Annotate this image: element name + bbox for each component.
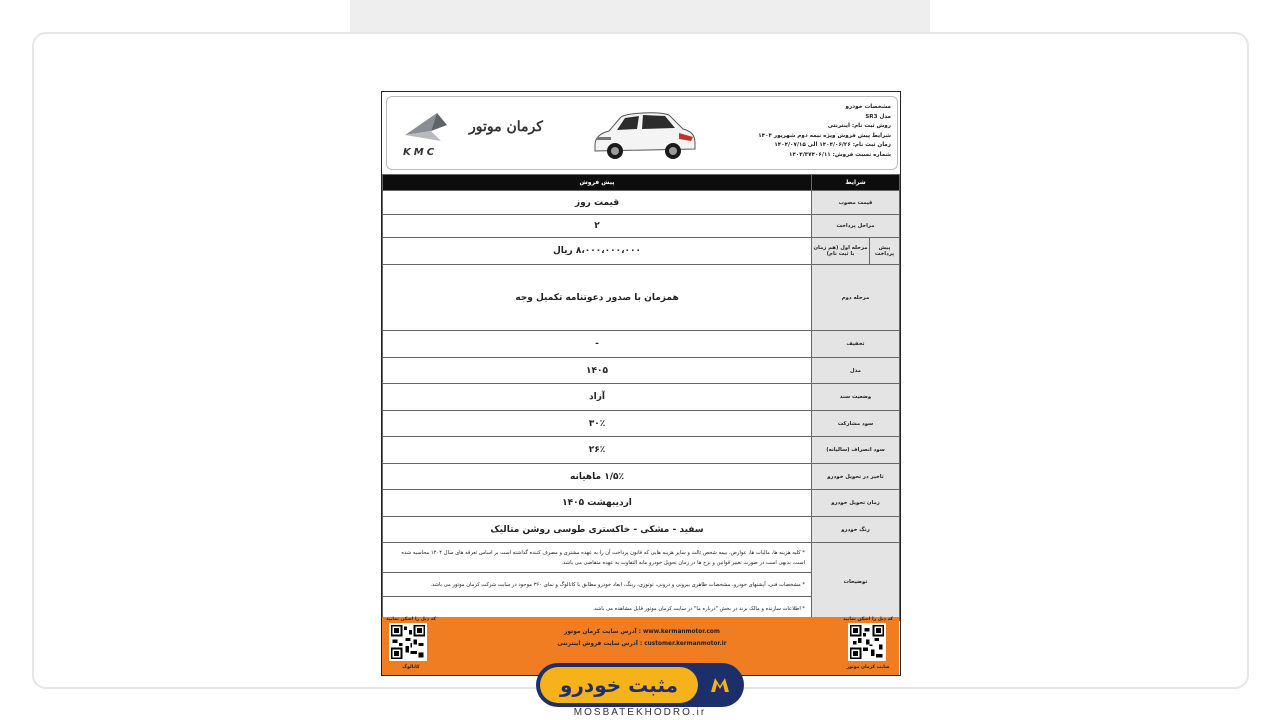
delay-label: تاخیر در تحویل خودرو xyxy=(812,464,900,490)
table-row xyxy=(383,384,900,411)
stages-label: مراحل پرداخت xyxy=(812,215,900,238)
qr-left-caption-bottom: کاتالوگ xyxy=(402,665,420,670)
qr-code-website-icon[interactable] xyxy=(848,623,886,661)
price-label: قیمت مصوب xyxy=(812,191,900,215)
qr-left-caption-top: کد ذیل را اسکن نمایید xyxy=(386,617,436,622)
table-row xyxy=(383,490,900,517)
table-row xyxy=(383,411,900,437)
stages-value: ۲ xyxy=(383,215,812,238)
note-2: * مشخصات فنی، آپشنهای خودرو، مشخصات ظاهری بیرونی و درونی، توتوزی، رینگ، ابعاد خودرو مطابق با کاتالوگ و نمای ۳۶۰ موجود در سایت شرکت کرمان موتور می باشد. xyxy=(383,573,812,597)
specs-reg-time: زمان ثبت نام: ۱۴۰۴/۰۶/۲۶ الی ۱۴۰۴/۰۷/۱۵ xyxy=(774,142,891,149)
watermark-logo xyxy=(536,663,744,707)
price-value: قیمت روز xyxy=(383,191,812,215)
sales-site-link[interactable]: customer.kermanmotor.ir : آدرس سایت فروش اینترنتی xyxy=(557,641,727,647)
svg-text:KMC: KMC xyxy=(403,147,438,157)
specs-conditions: شرایط پیش فروش ویژه نیمه دوم شهریور ۱۴۰۴ xyxy=(758,132,891,139)
discount-label: تخفیف xyxy=(812,331,900,358)
table-row xyxy=(383,358,900,384)
table-row xyxy=(383,543,900,573)
stage1-value: ۸،۰۰۰،۰۰۰،۰۰۰ ریال xyxy=(383,238,812,265)
table-row xyxy=(383,191,900,215)
specs-method: روش ثبت نام: اینترنتی xyxy=(827,123,891,130)
table-row xyxy=(383,265,900,331)
main-site-link[interactable]: www.kermanmotor.com : آدرس سایت کرمان موتور xyxy=(564,629,720,635)
price-sheet-document xyxy=(381,91,901,676)
table-row xyxy=(383,517,900,543)
delay-value: ۱/۵٪ ماهیانه xyxy=(383,464,812,490)
header-value: پیش فروش xyxy=(383,175,812,191)
specs-title: مشخصات خودرو xyxy=(845,104,891,110)
vehicle-specs xyxy=(721,103,891,161)
header-label: شرایط xyxy=(812,175,900,191)
doc-status-label: وضعیت سند xyxy=(812,384,900,411)
mosbat-logo-icon xyxy=(706,671,734,699)
color-label: رنگ خودرو xyxy=(812,517,900,543)
model-year-value: ۱۴۰۵ xyxy=(383,358,812,384)
notes-label: توضیحات xyxy=(812,543,900,621)
watermark-name: مثبت خودرو xyxy=(540,667,698,703)
stage2-value: همزمان با صدور دعوتنامه تکمیل وجه xyxy=(383,265,812,331)
table-row xyxy=(383,238,900,265)
watermark-url: MOSBATEKHODRO.ir xyxy=(573,707,707,718)
stage1-label: مرحله اول (هم زمان با ثبت نام) xyxy=(812,238,870,265)
note-3: * اطلاعات سازنده و مالک برند در بخش "درباره ما" در سایت کرمان موتور قابل مشاهده می باشد. xyxy=(383,597,812,621)
table-header-row xyxy=(383,175,900,191)
profit-label: سود مشارکت xyxy=(812,411,900,437)
discount-value: - xyxy=(383,331,812,358)
brand-script-logo: کرمان موتور xyxy=(469,119,543,135)
qr-right-caption-top: کد ذیل را اسکن نمایید xyxy=(843,617,893,622)
specs-approval: شماره نسبت فروش: ۱۴۰۴/۳۷۴۰۶/۱۱ xyxy=(789,151,891,158)
cancel-label: سود انصراف (سالیانه) xyxy=(812,437,900,464)
table-row xyxy=(383,437,900,464)
cancel-value: ۲۶٪ xyxy=(383,437,812,464)
document-header xyxy=(386,96,898,170)
qr-right-caption-bottom: سایت کرمان موتور xyxy=(846,665,890,670)
table-row xyxy=(383,331,900,358)
profit-value: ۳۰٪ xyxy=(383,411,812,437)
stage2-label: مرحله دوم xyxy=(812,265,900,331)
qr-code-catalog-icon[interactable] xyxy=(389,623,427,661)
color-value: سفید - مشکی - خاکستری طوسی روشن متالیک xyxy=(383,517,812,543)
doc-status-value: آزاد xyxy=(383,384,812,411)
table-row xyxy=(383,215,900,238)
delivery-label: زمان تحویل خودرو xyxy=(812,490,900,517)
prepay-group-label: پیش پرداخت xyxy=(870,238,900,265)
delivery-value: اردیبهشت ۱۴۰۵ xyxy=(383,490,812,517)
car-image xyxy=(587,103,699,165)
kmc-logo-icon xyxy=(401,107,463,157)
conditions-table xyxy=(382,174,900,621)
footer-site-links xyxy=(532,626,752,650)
table-row xyxy=(383,464,900,490)
model-year-label: مدل xyxy=(812,358,900,384)
specs-model: مدل SR3 xyxy=(865,113,891,120)
note-1: * کلیه هزینه ها، مالیات ها، عوارض، بیمه شخص ثالث و سایر هزینه هایی که قانون پرداخت آن را به عهده مشتری و مصرف کننده گذاشته است بر اساس تعرفه های سال ۱۴۰۴ محاسبه شده است، بدیهی است در صورت تغییر قوانین و نرخ ها در زمان تحویل خودرو مابه التفاوت به عهده متقاضی می باشد. xyxy=(383,543,812,573)
